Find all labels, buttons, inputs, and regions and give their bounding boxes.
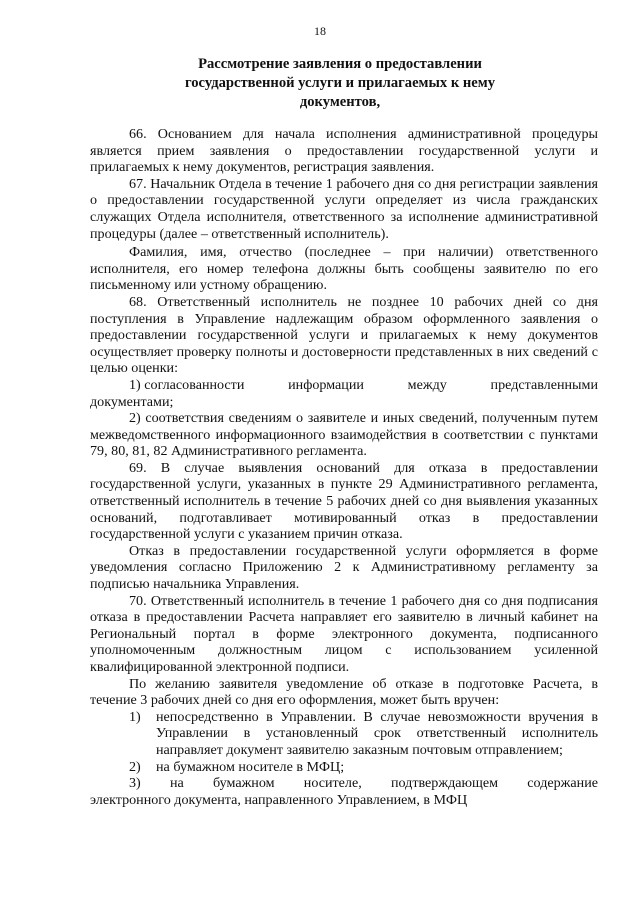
paragraph-69: 69. В случае выявления оснований для отказа в предоставлении государственной услуги, указанных в пункте 29 Административного регламента, ответственный исполнитель в течение 5 рабочих дней со дня выявления указанных оснований, подготавливает мотивированный отказ в предоставлении государственной услуги с указанием причин отказа. — [90, 459, 598, 543]
paragraph-67-contact: Фамилия, имя, отчество (последнее – при наличии) ответственного исполнителя, его номер телефона должны быть сообщены заявителю по его письменному или устному обращению. — [90, 244, 598, 294]
delivery-option-3 — [90, 775, 598, 792]
word: между — [407, 376, 447, 393]
heading-line-1: Рассмотрение заявления о предоставлении — [198, 56, 482, 72]
document-body — [90, 126, 598, 808]
option-number: 1) — [129, 708, 141, 725]
delivery-option-1 — [90, 709, 598, 759]
word: информации — [288, 376, 364, 393]
heading-line-2: государственной услуги и прилагаемых к нему — [184, 75, 496, 91]
word: 3) — [129, 775, 141, 792]
paragraph-70: 70. Ответственный исполнитель в течение 1 рабочего дня со дня подписания отказа в предоставлении Расчета направляет его заявителю в личный кабинет на Региональный портал в форме электронного документа, подписанного уполномоченным должностным лицом с использованием усиленной квалифицированной электронной подписи. — [90, 592, 598, 675]
option-number: 2) — [129, 758, 141, 775]
word: бумажном — [213, 775, 275, 792]
delivery-option-3-tail: электронного документа, направленного Управлением, в МФЦ — [90, 791, 468, 808]
heading-line-3: документов, — [299, 94, 381, 110]
section-heading — [90, 55, 590, 112]
paragraph-68-item-1-tail: документами; — [90, 393, 174, 410]
paragraph-66: 66. Основанием для начала исполнения административной процедуры является прием заявления о предоставлении государственной услуги и прилагаемых к нему документов, регистрация заявления. — [90, 126, 598, 176]
word: подтверждающем — [390, 775, 499, 792]
word: носителе, — [303, 775, 362, 792]
paragraph-70-delivery: По желанию заявителя уведомление об отказе в подготовке Расчета, в течение 3 рабочих дней со дня его оформления, может быть вручен: — [90, 675, 598, 709]
page-number: 18 — [314, 24, 326, 38]
paragraph-68: 68. Ответственный исполнитель не позднее 10 рабочих дней со дня поступления в Управление надлежащим образом оформленного заявления о предоставлении государственной услуги и прилагаемых к нему документов осуществляет проверку полноты и достоверности представленных в них сведений с целью оценки: — [90, 293, 598, 377]
option-text: на бумажном носителе в МФЦ; — [156, 758, 345, 775]
word: представленными — [490, 376, 598, 393]
paragraph-68-item-1 — [90, 377, 598, 394]
word: 1) согласованности — [129, 376, 245, 393]
word: на — [169, 775, 184, 792]
paragraph-67: 67. Начальник Отдела в течение 1 рабочего дня со дня регистрации заявления о предоставлении государственной услуги определяет из числа гражданских служащих Отдела исполнителя, ответственного за исполнение административной процедуры (далее – ответственный исполнитель). — [90, 175, 598, 242]
word: содержание — [527, 775, 598, 792]
paragraph-69-refusal-form: Отказ в предоставлении государственной услуги оформляется в форме уведомления согласно Приложению 2 к Административному регламенту за подписью начальника Управления. — [90, 542, 598, 593]
paragraph-68-item-2: 2) соответствия сведениям о заявителе и иных сведений, полученным путем межведомственного информационного взаимодействия в соответствии с пунктами 79, 80, 81, 82 Административного регламента. — [90, 410, 598, 460]
delivery-option-2 — [90, 759, 598, 776]
option-text: непосредственно в Управлении. В случае невозможности вручения в Управлении в установленный срок ответственный исполнитель направляет документ заявителю заказным почтовым отправлением; — [156, 708, 598, 758]
